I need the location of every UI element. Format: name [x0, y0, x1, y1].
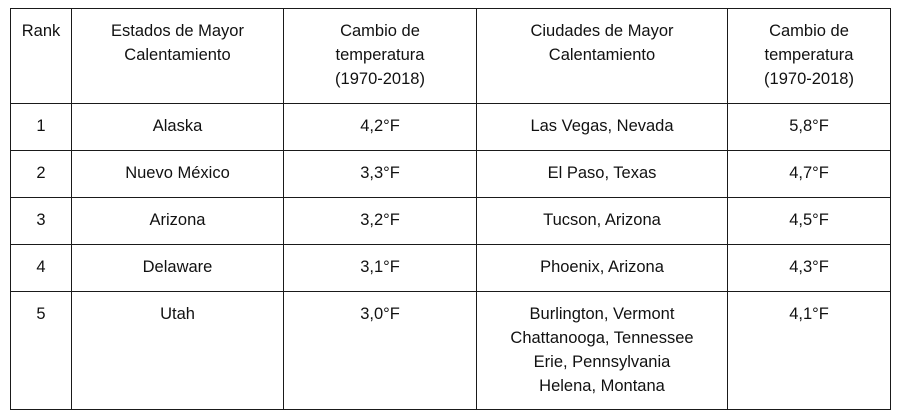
header-cities: Ciudades de Mayor Calentamiento	[477, 9, 728, 104]
table-row	[11, 151, 891, 198]
rank-cell: 5	[11, 292, 72, 410]
rank-cell: 1	[11, 104, 72, 151]
rank-cell: 2	[11, 151, 72, 198]
state-cell: Delaware	[72, 245, 284, 292]
cities-cell: Phoenix, Arizona	[477, 245, 728, 292]
header-states: Estados de Mayor Calentamiento	[72, 9, 284, 104]
header-city-temp-change: Cambio de temperatura (1970-2018)	[728, 9, 891, 104]
rank-cell: 4	[11, 245, 72, 292]
cities-cell: Tucson, Arizona	[477, 198, 728, 245]
city-change-cell: 4,1°F	[728, 292, 891, 410]
state-change-cell: 3,1°F	[284, 245, 477, 292]
table-row	[11, 292, 891, 410]
cities-cell: El Paso, Texas	[477, 151, 728, 198]
state-cell: Nuevo México	[72, 151, 284, 198]
table-header-row	[11, 9, 891, 104]
header-state-temp-change: Cambio de temperatura (1970-2018)	[284, 9, 477, 104]
cities-cell: Burlington, Vermont Chattanooga, Tennessee Erie, Pennsylvania Helena, Montana	[477, 292, 728, 410]
rank-cell: 3	[11, 198, 72, 245]
state-cell: Arizona	[72, 198, 284, 245]
state-change-cell: 3,3°F	[284, 151, 477, 198]
warming-table-container	[10, 8, 891, 410]
city-change-cell: 4,7°F	[728, 151, 891, 198]
city-change-cell: 4,5°F	[728, 198, 891, 245]
city-change-cell: 5,8°F	[728, 104, 891, 151]
state-change-cell: 4,2°F	[284, 104, 477, 151]
state-cell: Utah	[72, 292, 284, 410]
city-change-cell: 4,3°F	[728, 245, 891, 292]
table-row	[11, 104, 891, 151]
header-rank: Rank	[11, 9, 72, 104]
table-row	[11, 245, 891, 292]
state-change-cell: 3,0°F	[284, 292, 477, 410]
state-cell: Alaska	[72, 104, 284, 151]
warming-table	[10, 8, 891, 410]
cities-cell: Las Vegas, Nevada	[477, 104, 728, 151]
state-change-cell: 3,2°F	[284, 198, 477, 245]
table-row	[11, 198, 891, 245]
